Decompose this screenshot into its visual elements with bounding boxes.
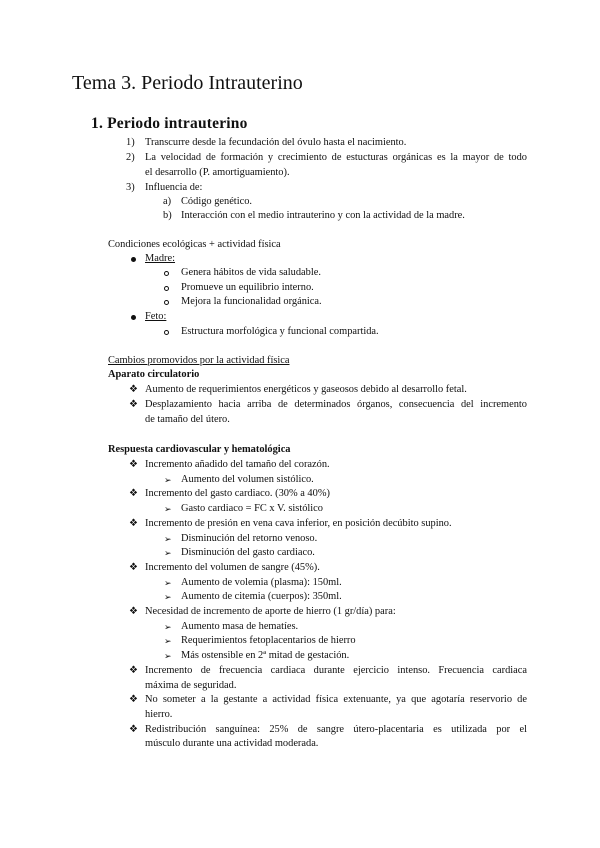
respuesta-subitem: Aumento del volumen sistólico. <box>181 473 314 485</box>
madre-item: Genera hábitos de vida saludable. <box>181 267 321 278</box>
diamond-bullet-icon: ❖ <box>129 459 138 470</box>
circle-bullet-icon <box>164 271 169 276</box>
respuesta-item: Necesidad de incremento de aporte de hierro (1 gr/día) para: <box>145 606 396 617</box>
arrow-bullet-icon: ➢ <box>164 636 172 647</box>
conditions-heading: Condiciones ecológicas + actividad física <box>108 239 281 250</box>
diamond-bullet-icon: ❖ <box>129 517 138 529</box>
diamond-bullet-icon: ❖ <box>129 694 138 706</box>
cambios-item: Aumento de requerimientos energéticos y gaseosos debido al desarrollo fetal. <box>145 384 467 395</box>
madre-item: Promueve un equilibrio interno. <box>181 282 314 293</box>
diamond-bullet-icon: ❖ <box>129 606 138 617</box>
list-item-text: Transcurre desde la fecundación del óvulo hasta el nacimiento. <box>145 137 407 148</box>
list-item-text: el desarrollo (P. amortiguamiento). <box>145 167 290 178</box>
diamond-bullet-icon: ❖ <box>129 488 138 500</box>
respuesta-item: músculo durante una actividad moderada. <box>145 738 319 750</box>
feto-label: Feto: <box>145 311 167 322</box>
arrow-bullet-icon: ➢ <box>164 592 172 603</box>
respuesta-item: Incremento de presión en vena cava inferior, en posición decúbito supino. <box>145 517 452 529</box>
list-number: 2) <box>126 152 135 163</box>
arrow-bullet-icon: ➢ <box>164 577 172 588</box>
respuesta-subitem: Gasto cardiaco = FC x V. sistólico <box>181 503 323 515</box>
section-heading: 1. Periodo intrauterino <box>91 115 248 132</box>
respuesta-subitem: Aumento masa de hematíes. <box>181 620 299 632</box>
respuesta-subitem: Disminución del retorno venoso. <box>181 532 318 544</box>
sublist-letter: b) <box>163 210 172 221</box>
list-item-text: Influencia de: <box>145 182 203 193</box>
page-title: Tema 3. Periodo Intrauterino <box>72 72 303 94</box>
diamond-bullet-icon: ❖ <box>129 561 138 573</box>
list-number: 1) <box>126 137 135 148</box>
madre-item: Mejora la funcionalidad orgánica. <box>181 296 322 307</box>
respuesta-subitem: Requerimientos fetoplacentarios de hierro <box>181 635 356 647</box>
respuesta-item: No someter a la gestante a actividad física extenuante, ya que agotaría reservorio de <box>145 694 527 706</box>
diamond-bullet-icon: ❖ <box>129 384 138 395</box>
cambios-item: de tamaño del útero. <box>145 414 230 425</box>
sublist-letter: a) <box>163 196 172 207</box>
cambios-heading: Cambios promovidos por la actividad física <box>108 355 290 366</box>
respuesta-item: máxima de seguridad. <box>145 679 237 691</box>
list-number: 3) <box>126 182 135 193</box>
cambios-subheading: Aparato circulatorio <box>108 369 200 380</box>
arrow-bullet-icon: ➢ <box>164 621 172 632</box>
feto-item: Estructura morfológica y funcional compartida. <box>181 326 379 337</box>
arrow-bullet-icon: ➢ <box>164 504 172 515</box>
list-item-text: La velocidad de formación y crecimiento de estucturas orgánicas es la mayor de todo <box>145 152 527 163</box>
arrow-bullet-icon: ➢ <box>164 651 172 662</box>
respuesta-subitem: Aumento de volemia (plasma): 150ml. <box>181 576 342 588</box>
arrow-bullet-icon: ➢ <box>164 533 172 544</box>
respuesta-item: Incremento añadido del tamaño del corazón. <box>145 459 330 470</box>
cambios-item: Desplazamiento hacia arriba de determinados órganos, consecuencia del incremento <box>145 399 527 410</box>
respuesta-subitem: Aumento de citemia (cuerpos): 350ml. <box>181 591 342 603</box>
sublist-text: Interacción con el medio intrauterino y con la actividad de la madre. <box>181 210 465 221</box>
circle-bullet-icon <box>164 286 169 291</box>
sublist-text: Código genético. <box>181 196 252 207</box>
circle-bullet-icon <box>164 330 169 335</box>
respuesta-item: Incremento del volumen de sangre (45%). <box>145 561 320 573</box>
arrow-bullet-icon: ➢ <box>164 474 172 485</box>
diamond-bullet-icon: ❖ <box>129 664 138 676</box>
circle-bullet-icon <box>164 300 169 305</box>
respuesta-item: Incremento del gasto cardiaco. (30% a 40%) <box>145 488 330 500</box>
respuesta-heading: Respuesta cardiovascular y hematológica <box>108 444 291 455</box>
respuesta-subitem: Disminución del gasto cardiaco. <box>181 547 315 559</box>
respuesta-item: Incremento de frecuencia cardiaca durante ejercicio intenso. Frecuencia cardiaca <box>145 664 527 676</box>
diamond-bullet-icon: ❖ <box>129 399 138 410</box>
arrow-bullet-icon: ➢ <box>164 548 172 559</box>
bullet-dot-icon <box>131 315 136 320</box>
respuesta-subitem: Más ostensible en 2ª mitad de gestación. <box>181 650 350 662</box>
madre-label: Madre: <box>145 253 176 264</box>
bullet-dot-icon <box>131 257 136 262</box>
respuesta-item: hierro. <box>145 708 173 720</box>
respuesta-item: Redistribución sanguínea: 25% de sangre útero-placentaria es utilizada por el <box>145 723 527 735</box>
diamond-bullet-icon: ❖ <box>129 723 138 735</box>
